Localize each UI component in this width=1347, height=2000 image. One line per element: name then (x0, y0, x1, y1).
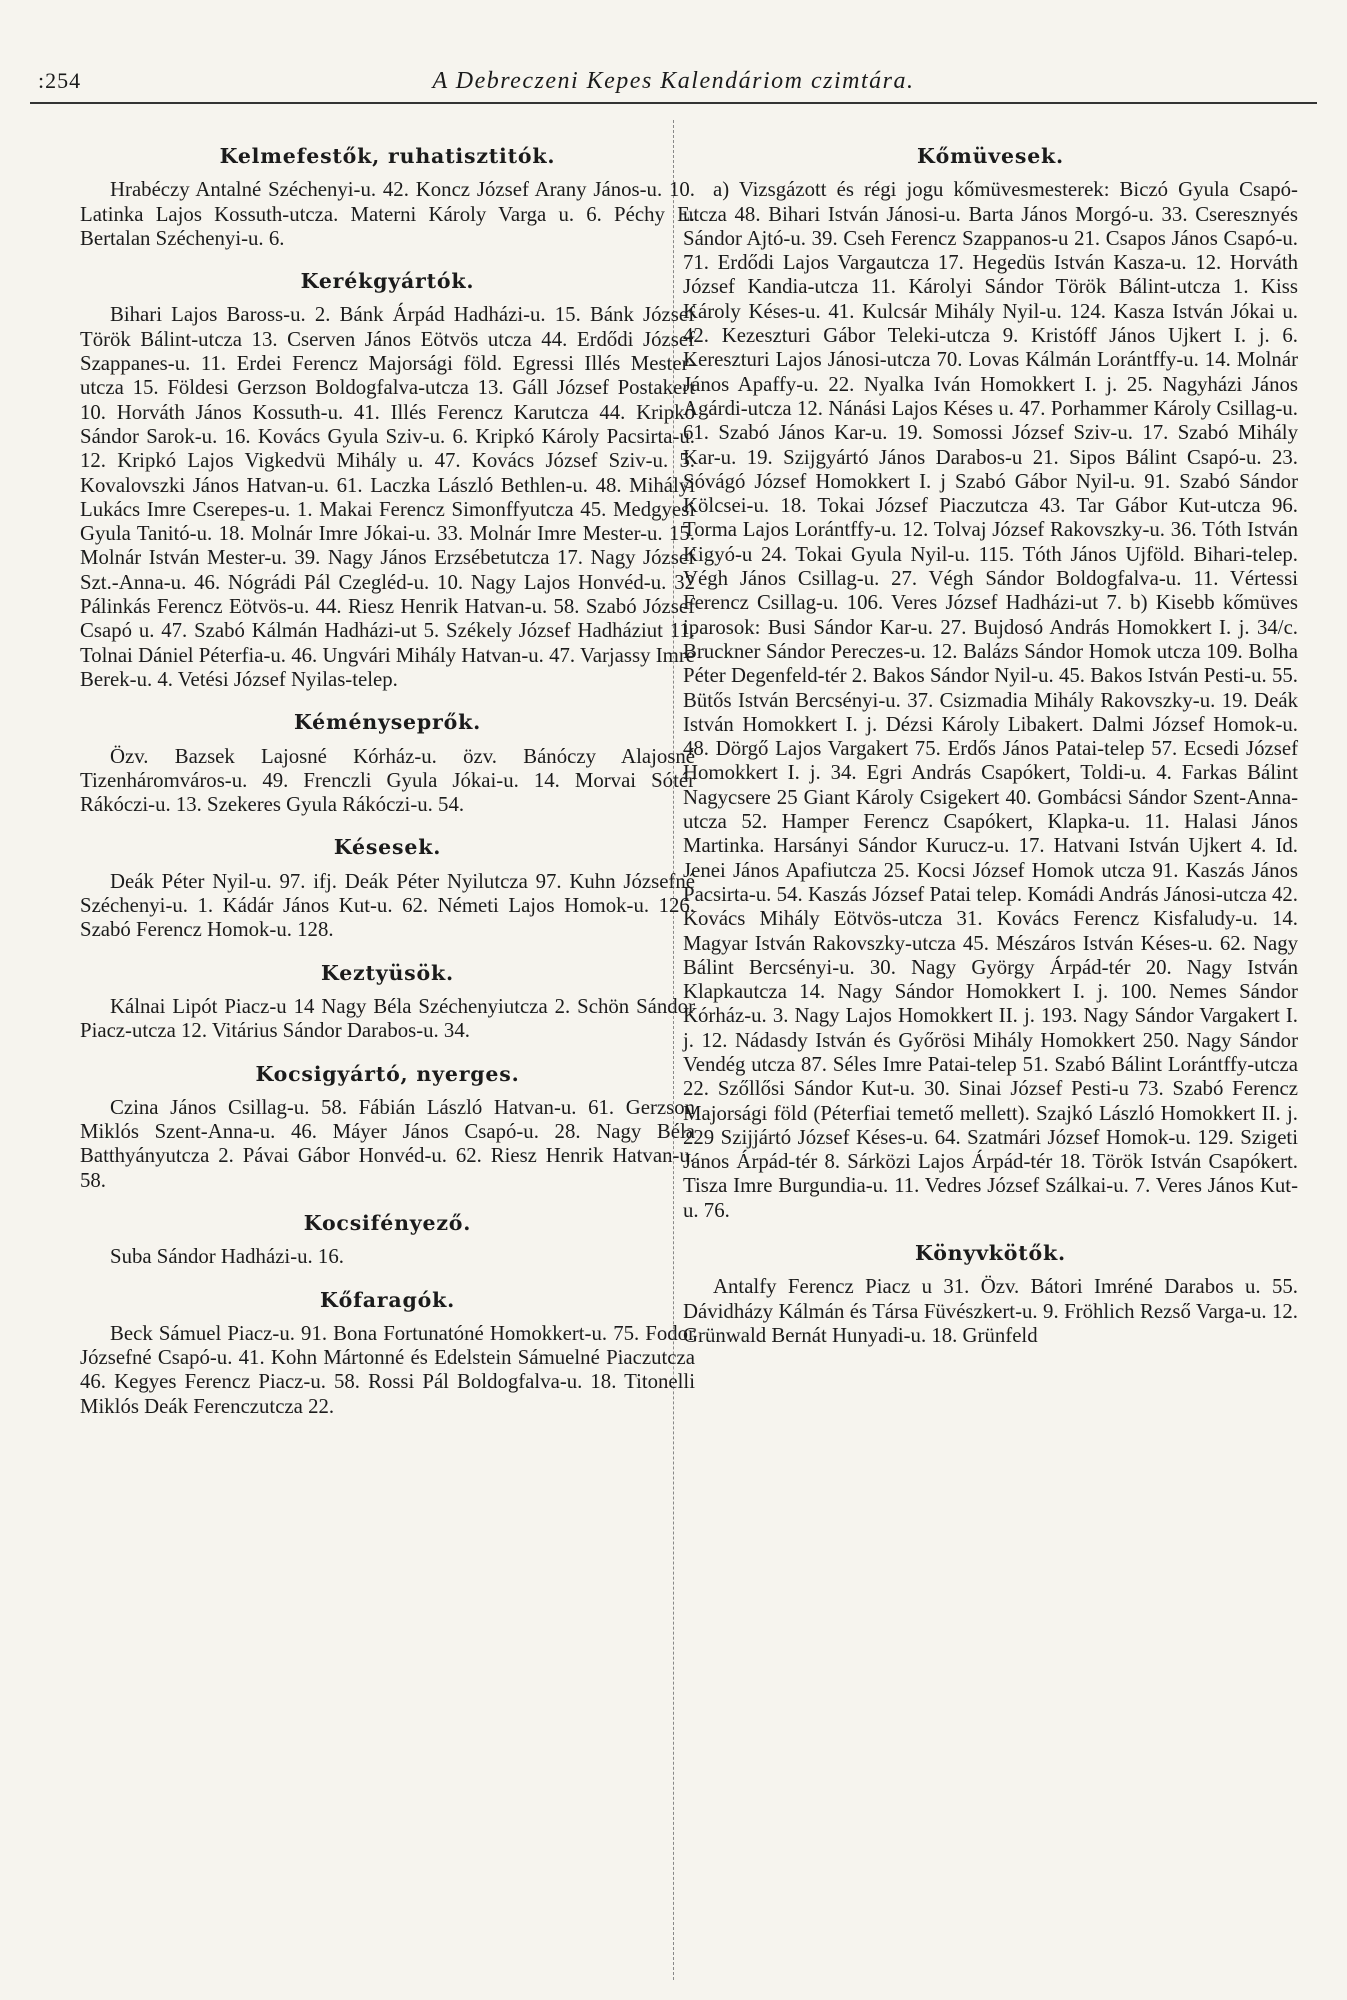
right-column (683, 130, 1298, 1366)
section-title: Kerékgyártók. (300, 269, 475, 294)
section-kocsifenyezo (80, 1211, 695, 1270)
section-title: Keztyüsök. (321, 960, 454, 985)
section-kelmefestok (80, 144, 695, 251)
section-title: Kocsifényező. (303, 1210, 472, 1235)
section-body: Beck Sámuel Piacz-u. 91. Bona Fortunatóné Homokkert-u. 75. Fodor Józsefné Csapó-u. 41. Kohn Mártonné és Edelstein Sámuelné Piaczutcza 46. Kegyes Ferencz Piacz-u. 58. Rossi Pál Boldogfalva-u. 18. Titonelli Miklós Deák Ferenczutcza 22. (80, 1321, 695, 1418)
section-title: Könyvkötők. (915, 1241, 1066, 1266)
section-body: Antalfy Ferencz Piacz u 31. Özv. Bátori Imréné Darabos u. 55. Dávidházy Kálmán és Társa Füvészkert-u. 9. Fröhlich Rezső Varga-u. 12. Grünwald Bernát Hunyadi-u. 18. Grünfeld (683, 1275, 1298, 1347)
section-title: Kelmefestők, ruhatisztitók. (219, 144, 556, 168)
section-konyvkotok (683, 1241, 1298, 1348)
section-body: Suba Sándor Hadházi-u. 16. (110, 1245, 344, 1269)
section-komuvesek (683, 144, 1298, 1223)
running-title: A Debreczeni Kepes Kalendáriom czimtára. (432, 68, 915, 94)
section-kocsigyarto (80, 1062, 695, 1193)
section-kerekgyartok (80, 269, 695, 692)
section-title: Kőfaragók. (319, 1287, 456, 1312)
section-kofaragok (80, 1288, 695, 1419)
section-body: Kálnai Lipót Piacz-u 14 Nagy Béla Széchenyiutcza 2. Schön Sándor Piacz-utcza 12. Vitárius Sándor Darabos-u. 34. (80, 994, 695, 1043)
section-title: Kőmüvesek. (917, 144, 1064, 168)
section-title: Késesek. (333, 835, 442, 860)
section-body: Özv. Bazsek Lajosné Kórház-u. özv. Bánóczy Alajosné Tizenháromváros-u. 49. Frenczli Gyula Jókai-u. 14. Morvai Sótér Rákóczi-u. 13. Szekeres Gyula Rákóczi-u. 54. (80, 744, 695, 817)
left-column (80, 130, 695, 1437)
section-body: Czina János Csillag-u. 58. Fábián László Hatvan-u. 61. Gerzson Miklós Szent-Anna-u. 46. Máyer János Csapó-u. 28. Nagy Béla Batthyányutcza 2. Pávai Gábor Honvéd-u. 62. Riesz Henrik Hatvan-u. 58. (80, 1095, 695, 1192)
section-body: Deák Péter Nyil-u. 97. ifj. Deák Péter Nyilutcza 97. Kuhn Józsefné Széchenyi-u. 1. Kádár János Kut-u. 62. Németi Lajos Homok-u. 126. Szabó Ferencz Homok-u. 128. (80, 869, 695, 942)
section-kesesek (80, 835, 695, 942)
section-body: Hrabéczy Antalné Széchenyi-u. 42. Koncz József Arany János-u. 10. Latinka Lajos Kossuth-utcza. Materni Károly Varga u. 6. Péchy E. Bertalan Széchenyi-u. 6. (80, 178, 695, 250)
section-kemenyseprok (80, 710, 695, 817)
section-title: Kocsigyártó, nyerges. (255, 1061, 520, 1086)
section-body: a) Vizsgázott és régi jogu kőmüvesmesterek: Biczó Gyula Csapó-utcza 48. Bihari István Jánosi-u. Barta János Morgó-u. 33. Cseresznyés Sándor Ajtó-u. 39. Cseh Ferencz Szappanos-u 21. Csapos János Csapó-u. 71. Erdődi Lajos Vargautcza 17. Hegedüs István Kasza-u. 12. Horváth József Kandia-utcza 11. Károlyi Sándor Török Bálint-utcza 1. Kiss Károly Késes-u. 41. Kulcsár Mihály Nyil-u. 124. Kasza István Jókai u. 42. Kezeszturi Gábor Teleki-utcza 9. Kristóff János Ujkert I. j. 6. Kereszturi Lajos Jánosi-utcza 70. Lovas Kálmán Lorántffy-u. 14. Molnár János Apaffy-u. 22. Nyalka Iván Homokkert I. j. 25. Nagyházi János Agárdi-utcza 12. Nánási Lajos Késes u. 47. Porhammer Károly Csillag-u. 61. Szabó János Kar-u. 19. Somossi József Sziv-u. 17. Szabó Mihály Kar-u. 19. Szijgyártó János Darabos-u 21. Sipos Bálint Csapó-u. 23. Sóvágó József Homokkert I. j Szabó Gábor Nyil-u. 91. Szabó Sándor Kölcsei-u. 18. Tokai József Piaczutcza 43. Tar Gábor Kut-utcza 96. Torma Lajos Lorántffy-u. 12. Tolvaj József Rakovszky-u. 36. Tóth István Kigyó-u 24. Tokai Gyula Nyil-u. 115. Tóth János Ujföld. Bihari-telep. Végh János Csillag-u. 27. Végh Sándor Boldogfalva-u. 11. Vértessi Ferencz Csillag-u. 106. Veres József Hadházi-ut 7. b) Kisebb kőmüves iparosok: Busi Sándor Kar-u. 27. Bujdosó András Homokkert I. j. 34/c. Bruckner Sándor Pereczes-u. 12. Balázs Sándor Homok utcza 109. Bolha Péter Degenfeld-tér 2. Bakos Sándor Nyil-u. 45. Bakos István Pesti-u. 55. Bütős István Bercsényi-u. 37. Csizmadia Mihály Rakovszky-u. 19. Deák István Homokkert I. j. Dézsi Károly Libakert. Dalmi József Homok-u. 48. Dörgő Lajos Vargakert 75. Erdős János Patai-telep 57. Ecsedi József Homokkert I. j. 34. Egri András Csapókert, Toldi-u. 4. Farkas Bálint Nagycsere 25 Giant Károly Csigekert 40. Gombácsi Sándor Szent-Anna-utcza 52. Hamper Ferencz Csapókert, Klapka-u. 11. Halasi János Martinka. Harsányi Sándor Kurucz-u. 17. Hatvani István Ujkert 4. Id. Jenei János Apafiutcza 25. Kocsi József Homok utcza 91. Kaszás János Pacsirta-u. 54. Kaszás József Patai telep. Komádi András Jánosi-utcza 42. Kovács Mihály Eötvös-utcza 31. Kovács Ferencz Kisfaludy-u. 14. Magyar István Rakovszky-utcza 45. Mészáros István Késes-u. 62. Nagy Bálint Bercsényi-u. 30. Nagy György Árpád-tér 20. Nagy István Klapkautcza 14. Nagy Sándor Homokkert I. j. 100. Nemes Sándor Kórház-u. 3. Nagy Lajos Homokkert II. j. 193. Nagy Sándor Vargakert I. j. 12. Nádasdy István és Győrösi Mihály Homokkert 250. Nagy Sándor Vendég utcza 87. Séles Imre Patai-telep 51. Szabó Bálint Lorántffy-utcza 22. Szőllősi Sándor Kut-u. 30. Sinai József Pesti-u 73. Szabó Ferencz Majorsági föld (Péterfiai temető mellett). Szajkó László Homokkert II. j. 229 Szijjártó József Késes-u. 64. Szatmári József Homok-u. 129. Szigeti János Árpád-tér 8. Sárközi Lajos Árpád-tér 18. Török István Csapókert. Tisza Imre Burgundia-u. 11. Vedres József Szálkai-u. 7. Veres János Kut-u. 76. (683, 178, 1298, 1222)
section-title: Kéményseprők. (293, 710, 482, 735)
section-keztyusok (80, 961, 695, 1044)
page-number: :254 (38, 68, 82, 93)
section-body: Bihari Lajos Baross-u. 2. Bánk Árpád Hadházi-u. 15. Bánk József Török Bálint-utcza 13. Cserven János Eötvös utcza 44. Erdődi József Szappanes-u. 11. Erdei Ferencz Majorsági föld. Egressi Illés Mester-utcza 15. Földesi Gerzson Boldogfalva-utcza 13. Gáll József Postakert 10. Horváth János Kossuth-u. 41. Illés Ferencz Karutcza 44. Kripkó Sándor Sarok-u. 16. Kovács Gyula Sziv-u. 6. Kripkó Károly Pacsirta-u. 12. Kripkó Lajos Vigkedvü Mihály u. 47. Kovács József Sziv-u. 5. Kovalovszki János Hatvan-u. 61. Laczka László Bethlen-u. 48. Mihályi Lukács Imre Cserepes-u. 1. Makai Ferencz Simonffyutcza 45. Medgyesi Gyula Tanitó-u. 18. Molnár Imre Jókai-u. 33. Molnár Imre Mester-u. 15. Molnár István Mester-u. 39. Nagy János Erzsébetutcza 17. Nagy József Szt.-Anna-u. 46. Nógrádi Pál Czegléd-u. 10. Nagy Lajos Honvéd-u. 32 Pálinkás Ferencz Eötvös-u. 44. Riesz Henrik Hatvan-u. 58. Szabó József Csapó u. 47. Szabó Kálmán Hadházi-ut 5. Székely József Hadháziut 11. Tolnai Dániel Péterfia-u. 46. Ungvári Mihály Hatvan-u. 47. Varjassy Imre Berek-u. 4. Vetési József Nyilas-telep. (80, 303, 695, 691)
page-header (30, 58, 1317, 104)
